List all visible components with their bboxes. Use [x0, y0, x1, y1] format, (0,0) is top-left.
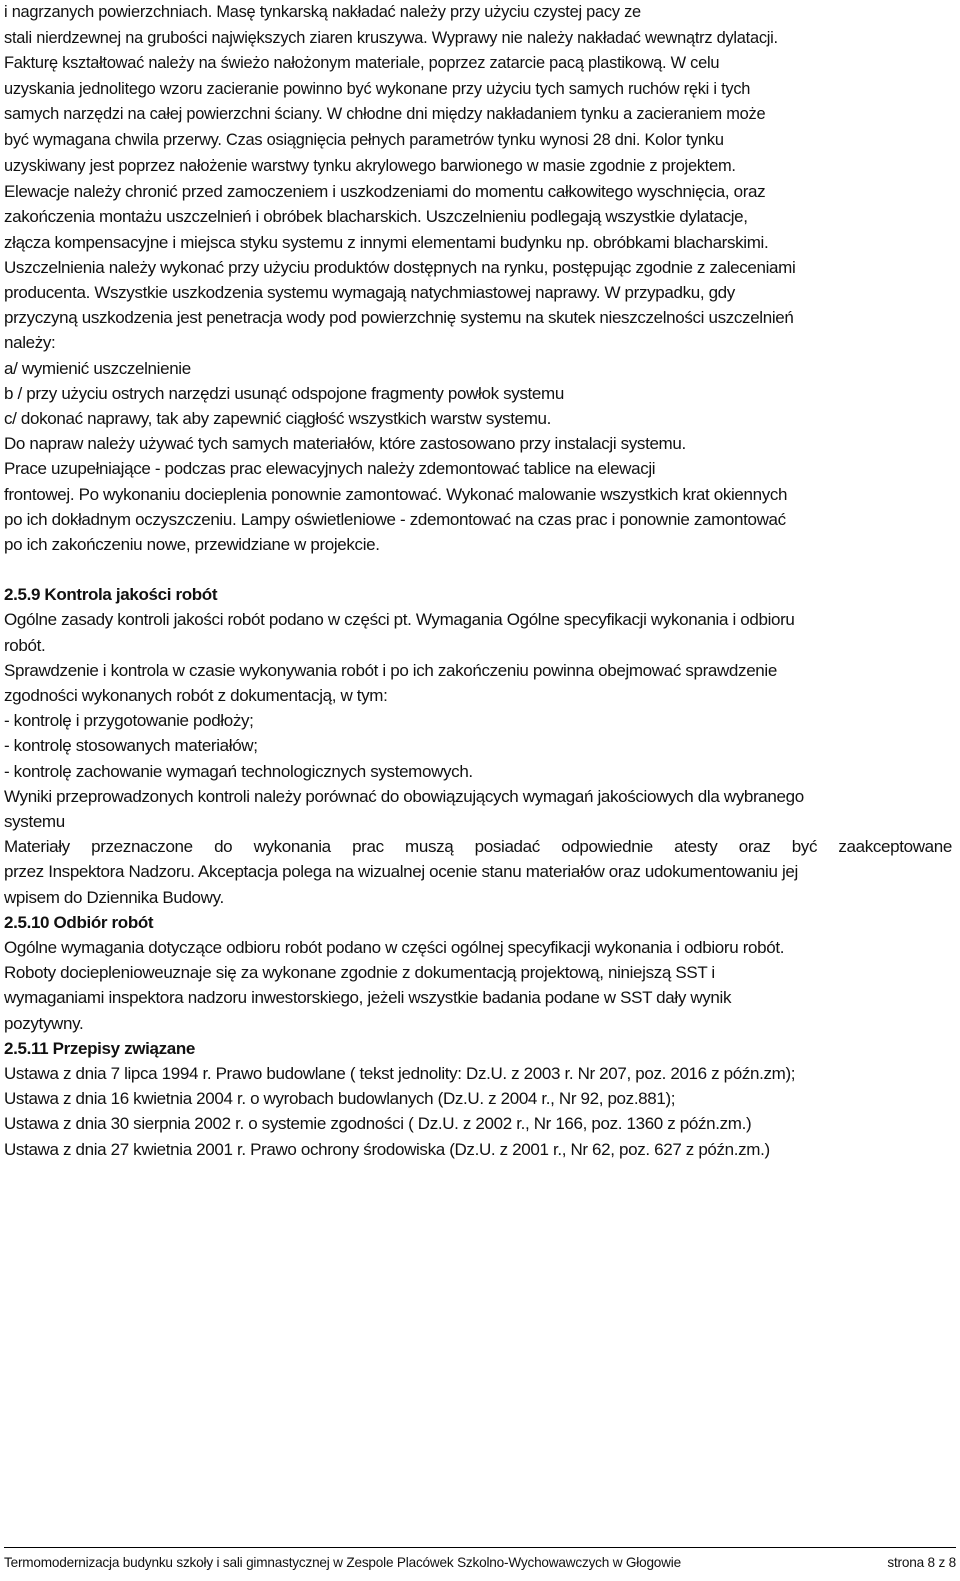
page-number: strona 8 z 8	[887, 1555, 956, 1570]
section-heading: 2.5.11 Przepisy związane	[4, 1038, 195, 1058]
text-line: Fakturę kształtować należy na świeżo nałożonym materiale, poprzez zatarcie pacą plastikową. W celu	[4, 54, 720, 73]
text-line: Do napraw należy używać tych samych materiałów, które zastosowano przy instalacji systemu.	[4, 434, 686, 454]
text-line: Elewacje należy chronić przed zamoczeniem i uszkodzeniami do momentu całkowitego wyschnięcia, oraz	[4, 182, 766, 202]
section-acceptance	[4, 910, 952, 1036]
text-line: pozytywny.	[4, 1013, 84, 1033]
text-line: stali nierdzewnej na grubości największych ziaren kruszywa. Wyprawy nie należy nakładać wewnątrz dylatacji.	[4, 28, 778, 47]
section-regulations	[4, 1036, 952, 1162]
text-line: po ich dokładnym oczyszczeniu. Lampy oświetleniowe - zdemontować na czas prac i ponownie zamontować	[4, 509, 786, 529]
section-quality-control	[4, 582, 952, 910]
text-line: Ustawa z dnia 16 kwietnia 2004 r. o wyrobach budowlanych (Dz.U. z 2004 r., Nr 92, poz.881);	[4, 1089, 676, 1109]
text-line: wymaganiami inspektora nadzoru inwestorskiego, jeżeli wszystkie badania podane w SST dały wynik	[4, 988, 732, 1008]
text-line: robót.	[4, 635, 46, 655]
list-item: c/ dokonać naprawy, tak aby zapewnić ciągłość wszystkich warstw systemu.	[4, 408, 552, 428]
list-item: a/ wymienić uszczelnienie	[4, 358, 191, 378]
section-heading: 2.5.10 Odbiór robót	[4, 912, 154, 932]
text-line: Wyniki przeprowadzonych kontroli należy porównać do obowiązujących wymagań jakościowych dla wybranego	[4, 786, 804, 806]
text-line: Prace uzupełniające - podczas prac elewacyjnych należy zdemontować tablice na elewacji	[4, 459, 656, 479]
text-line: przez Inspektora Nadzoru. Akceptacja polega na wizualnej ocenie stanu materiałów oraz udokumentowaniu jej	[4, 862, 798, 882]
text-line: producenta. Wszystkie uszkodzenia systemu wymagają natychmiastowej naprawy. W przypadku, gdy	[4, 282, 735, 302]
text-line: Ustawa z dnia 30 sierpnia 2002 r. o systemie zgodności ( Dz.U. z 2002 r., Nr 166, poz. 1360 z późn.zm.)	[4, 1114, 752, 1134]
list-item: - kontrolę i przygotowanie podłoży;	[4, 711, 254, 731]
text-line: uzyskania jednolitego wzoru zacieranie powinno być wykonane przy użyciu tych samych ruchów ręki i tych	[4, 79, 751, 98]
text-line: Roboty docieplenioweuznaje się za wykonane zgodnie z dokumentacją projektową, niniejszą SST i	[4, 963, 715, 983]
text-line: samych narzędzi na całej powierzchni ściany. W chłodne dni między nakładaniem tynku a zacieraniem może	[4, 105, 766, 124]
list-item: b / przy użyciu ostrych narzędzi usunąć odspojone fragmenty powłok systemu	[4, 383, 564, 403]
text-line: Sprawdzenie i kontrola w czasie wykonywania robót i po ich zakończeniu powinna obejmować sprawdzenie	[4, 660, 777, 680]
text-line: systemu	[4, 812, 65, 832]
list-item: - kontrolę zachowanie wymagań technologicznych systemowych.	[4, 761, 473, 781]
list-item: - kontrolę stosowanych materiałów;	[4, 736, 258, 756]
text-line: i nagrzanych powierzchniach. Masę tynkarską nakładać należy przy użyciu czystej pacy ze	[4, 3, 641, 21]
text-line: uzyskiwany jest poprzez nałożenie warstwy tynku akrylowego barwionego w masie zgodnie z projektem.	[4, 156, 736, 175]
text-line: Ustawa z dnia 27 kwietnia 2001 r. Prawo ochrony środowiska (Dz.U. z 2001 r., Nr 62, poz. 627 z późn.zm.)	[4, 1139, 770, 1159]
text-line: Uszczelnienia należy wykonać przy użyciu produktów dostępnych na rynku, postępując zgodnie z zaleceniami	[4, 257, 796, 277]
section-heading: 2.5.9 Kontrola jakości robót	[4, 585, 218, 605]
text-line: Ogólne zasady kontroli jakości robót podano w części pt. Wymagania Ogólne specyfikacji wykonania i odbioru	[4, 610, 795, 630]
spacer	[4, 557, 952, 582]
text-line: po ich zakończeniu nowe, przewidziane w projekcie.	[4, 535, 380, 554]
text-line: należy:	[4, 333, 56, 353]
text-line: zgodności wykonanych robót z dokumentacją, w tym:	[4, 686, 388, 706]
text-line: frontowej. Po wykonaniu docieplenia ponownie zamontować. Wykonać malowanie wszystkich krat okiennych	[4, 484, 788, 504]
text-line: wpisem do Dziennika Budowy.	[4, 887, 224, 907]
text-line: Ustawa z dnia 7 lipca 1994 r. Prawo budowlane ( tekst jednolity: Dz.U. z 2003 r. Nr 207, poz. 2016 z późn.zm);	[4, 1064, 796, 1084]
text-line: Materiały przeznaczone do wykonania prac muszą posiadać odpowiednie atesty oraz być zaakceptowane	[4, 837, 952, 857]
page-footer	[4, 1547, 956, 1572]
text-line: być wymagana chwila przerwy. Czas osiągnięcia pełnych parametrów tynku wynosi 28 dni. Kolor tynku	[4, 130, 724, 149]
text-line: złącza kompensacyjne i miejsca styku systemu z innymi elementami budynku np. obróbkami blacharskimi.	[4, 232, 769, 252]
footer-title: Termomodernizacja budynku szkoły i sali gimnastycznej w Zespole Placówek Szkolno-Wychowawczych w Głogowie	[4, 1555, 681, 1570]
text-line: Ogólne wymagania dotyczące odbioru robót podano w części ogólnej specyfikacji wykonania i odbioru robót.	[4, 938, 785, 958]
text-line: przyczyną uszkodzenia jest penetracja wody pod powierzchnię systemu na skutek nieszczelności uszczelnień	[4, 308, 794, 328]
text-line: zakończenia montażu uszczelnień i obróbek blacharskich. Uszczelnieniu podlegają wszystkie dylatacje,	[4, 207, 748, 227]
document-page	[4, 0, 952, 1162]
intro-paragraph	[4, 0, 952, 557]
